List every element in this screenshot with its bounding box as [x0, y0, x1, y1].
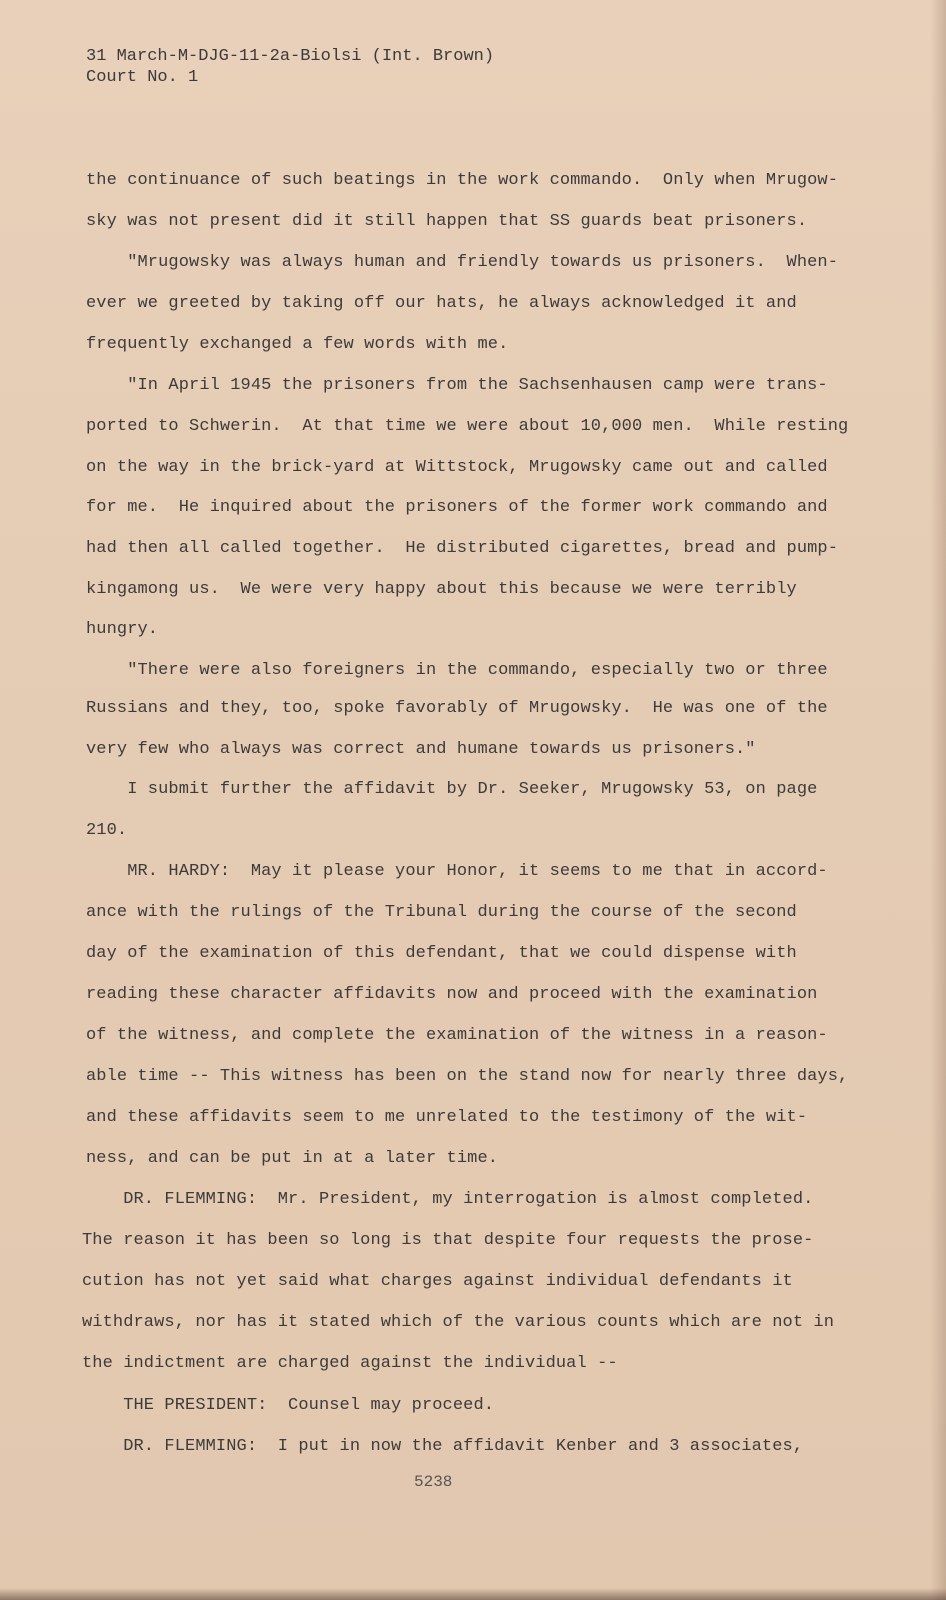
text-line: frequently exchanged a few words with me. — [86, 335, 509, 354]
header-reference: 31 March-M-DJG-11-2a-Biolsi (Int. Brown) — [86, 47, 495, 66]
text-line: reading these character affidavits now and proceed with the examination — [86, 985, 818, 1004]
text-line: "In April 1945 the prisoners from the Sachsenhausen camp were trans- — [86, 376, 828, 395]
text-line: cution has not yet said what charges against individual defendants it — [82, 1272, 793, 1291]
text-line: I submit further the affidavit by Dr. Seeker, Mrugowsky 53, on page — [86, 780, 818, 799]
text-line: kingamong us. We were very happy about this because we were terribly — [86, 580, 797, 599]
text-line: "Mrugowsky was always human and friendly towards us prisoners. When- — [86, 253, 839, 272]
text-line: very few who always was correct and humane towards us prisoners." — [86, 740, 756, 759]
text-line: day of the examination of this defendant, that we could dispense with — [86, 944, 797, 963]
header-court: Court No. 1 — [86, 68, 199, 87]
text-line: DR. FLEMMING: Mr. President, my interrogation is almost completed. — [82, 1190, 814, 1209]
text-line: on the way in the brick-yard at Wittstock, Mrugowsky came out and called — [86, 458, 828, 477]
text-line: ance with the rulings of the Tribunal during the course of the second — [86, 903, 797, 922]
document-header — [86, 46, 494, 88]
text-line: DR. FLEMMING: I put in now the affidavit Kenber and 3 associates, — [82, 1437, 804, 1456]
text-line: "There were also foreigners in the commando, especially two or three — [86, 661, 828, 680]
text-line: withdraws, nor has it stated which of the various counts which are not in — [82, 1313, 835, 1332]
text-line: MR. HARDY: May it please your Honor, it seems to me that in accord- — [86, 862, 828, 881]
text-line: sky was not present did it still happen that SS guards beat prisoners. — [86, 212, 808, 231]
text-line: ported to Schwerin. At that time we were about 10,000 men. While resting — [86, 417, 849, 436]
text-line: Russians and they, too, spoke favorably of Mrugowsky. He was one of the — [86, 699, 828, 718]
text-line: had then all called together. He distributed cigarettes, bread and pump- — [86, 539, 839, 558]
page-bottom-edge — [0, 1588, 946, 1600]
text-line: of the witness, and complete the examination of the witness in a reason- — [86, 1026, 828, 1045]
text-line: able time -- This witness has been on the stand now for nearly three days, — [86, 1067, 849, 1086]
page-number: 5238 — [414, 1473, 453, 1491]
text-line: The reason it has been so long is that despite four requests the prose- — [82, 1231, 814, 1250]
text-line: 210. — [86, 821, 128, 840]
page-edge-shadow — [930, 0, 946, 1600]
text-line: and these affidavits seem to me unrelated to the testimony of the wit- — [86, 1108, 808, 1127]
text-line: the indictment are charged against the individual -- — [82, 1354, 618, 1373]
text-line: for me. He inquired about the prisoners of the former work commando and — [86, 498, 828, 517]
text-line: hungry. — [86, 620, 159, 639]
text-line: ever we greeted by taking off our hats, he always acknowledged it and — [86, 294, 797, 313]
text-line: ness, and can be put in at a later time. — [86, 1149, 499, 1168]
text-line: the continuance of such beatings in the work commando. Only when Mrugow- — [86, 171, 839, 190]
text-line: THE PRESIDENT: Counsel may proceed. — [82, 1396, 495, 1415]
